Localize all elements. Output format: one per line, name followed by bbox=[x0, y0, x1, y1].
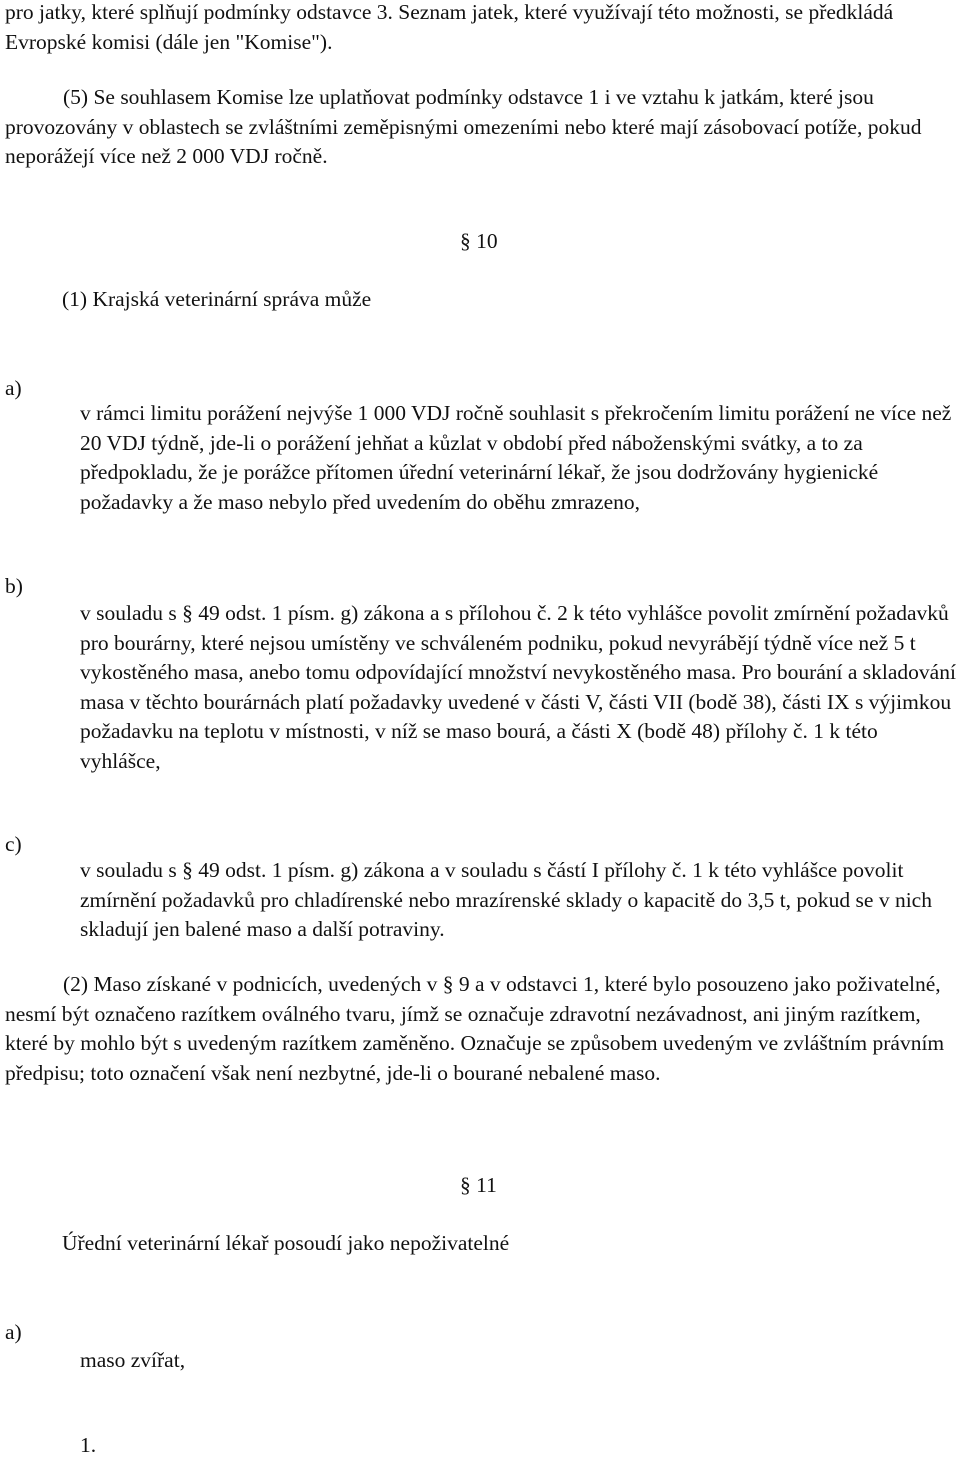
top-paragraph: pro jatky, které splňují podmínky odstavce 3. Seznam jatek, které využívají této možnosti, se předkládá Evropské komisi (dále jen "Komise"). bbox=[5, 0, 894, 54]
section-10-heading: § 10 bbox=[460, 229, 498, 253]
item-text-b: v souladu s § 49 odst. 1 písm. g) zákona a s přílohou č. 2 k této vyhlášce povolit zmírnění požadavků pro bourárny, které nejsou umístěny ve schváleném podniku, pokud nevyrábějí týdně více než 5 t vykostěného masa, anebo tomu odpovídající množství nevykostěného masa. Pro bourání a skladování masa v těchto bourárnách platí požadavky uvedené v části V, části VII (bodě 38), části IX s výjimkou požadavku na teplotu v místnosti, v níž se maso bourá, a části X (bodě 48) přílohy č. 1 k této vyhlášce, bbox=[80, 601, 956, 773]
section-11-heading: § 11 bbox=[460, 1173, 497, 1197]
item-text-c: v souladu s § 49 odst. 1 písm. g) zákona a v souladu s částí I přílohy č. 1 k této vyhlášce povolit zmírnění požadavků pro chladírenské nebo mrazírenské sklady o kapacitě do 3,5 t, pokud se v nich skladují jen balené maso a další potraviny. bbox=[80, 858, 932, 941]
item-letter-b: b) bbox=[5, 574, 23, 598]
section-11-subitem-number: 1. bbox=[80, 1433, 97, 1457]
section-10-intro: (1) Krajská veterinární správa může bbox=[62, 287, 372, 311]
paragraph-5: (5) Se souhlasem Komise lze uplatňovat podmínky odstavce 1 i ve vztahu k jatkám, které jsou provozovány v oblastech se zvláštními zeměpisnými omezeními nebo které mají zásobovací potíže, pokud neporážejí více než 2 000 VDJ ročně. bbox=[5, 85, 922, 168]
section-11-item-text-a: maso zvířat, bbox=[80, 1348, 186, 1372]
section-11-intro: Úřední veterinární lékař posoudí jako nepoživatelné bbox=[62, 1231, 510, 1255]
item-letter-c: c) bbox=[5, 832, 22, 856]
item-letter-a: a) bbox=[5, 376, 22, 400]
item-text-a: v rámci limitu porážení nejvýše 1 000 VDJ ročně souhlasit s překročením limitu porážení ne více než 20 VDJ týdně, jde-li o porážení jehňat a kůzlat v období před náboženskými svátky, a to za předpokladu, že je porážce přítomen úřední veterinární lékař, že jsou dodržovány hygienické požadavky a že maso nebylo před uvedením do oběhu zmrazeno, bbox=[80, 401, 952, 514]
section-11-item-letter-a: a) bbox=[5, 1320, 22, 1344]
section-10-paragraph-2: (2) Maso získané v podnicích, uvedených v § 9 a v odstavci 1, které bylo posouzeno jako poživatelné, nesmí být označeno razítkem oválného tvaru, jímž se označuje zdravotní nezávadnost, ani jiným razítkem, které by mohlo být s uvedeným razítkem zaměněno. Označuje se způsobem uvedeným ve zvláštním právním předpisu; toto označení však není nezbytné, jde-li o bourané nebalené maso. bbox=[5, 972, 945, 1085]
